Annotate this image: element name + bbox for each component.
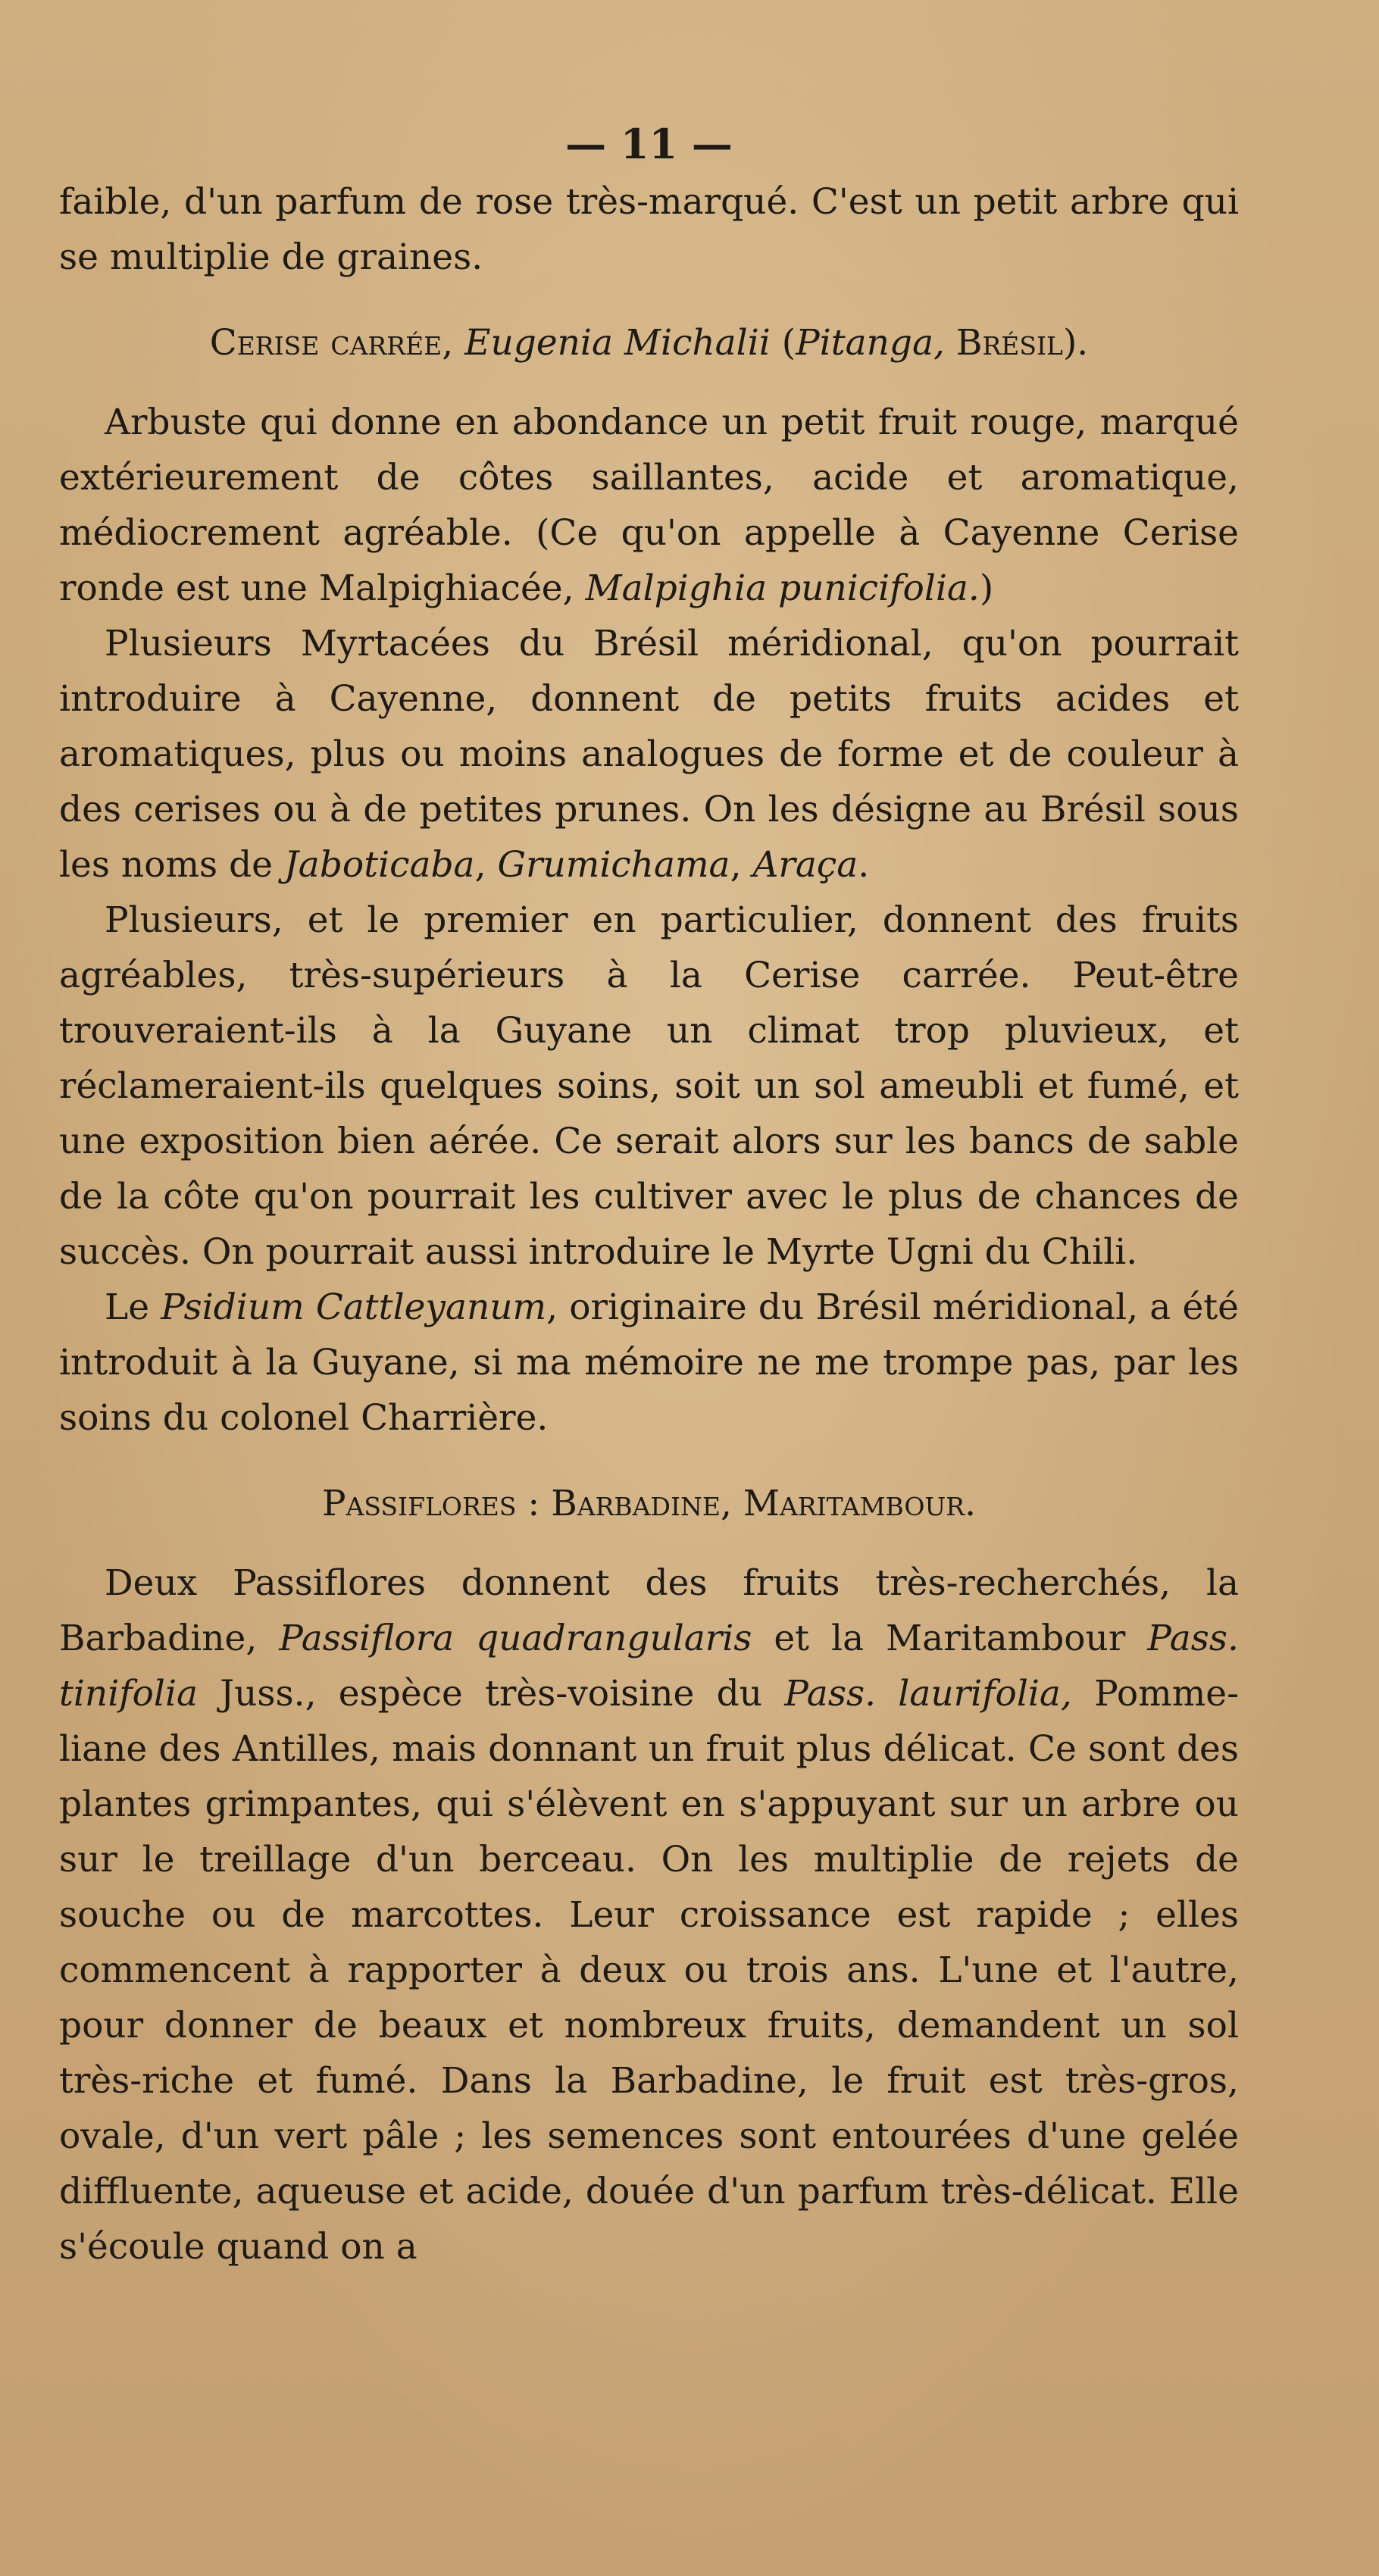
page-number: — 11 — [565,120,733,168]
paragraph-myrtacees [59,616,1239,893]
section-heading-cerise [59,315,1239,370]
latin-name: Grumichama [497,844,730,886]
heading-latin: Eugenia Michalii [464,322,771,364]
text-segment: , originaire du Brésil méridional, a été introduit à la Guyane, si ma mémoire ne me trompe pas, par les soins du colonel Charrière. [59,1286,1239,1439]
text-segment: Plusieurs Myrtacées du Brésil méridional, qu'on pourrait introduire à Cayenne, donnent de petits fruits acides et aromatiques, plus ou moins analogues de forme et de couleur à des cerises ou à de petites prunes. On les désigne au Brésil sous les noms de [59,623,1239,886]
text-segment: Le [105,1286,161,1328]
latin-name: Malpighia punicifolia. [585,567,980,609]
text-segment: ) [979,567,994,609]
text-segment: Juss., espèce très-voisine du [198,1673,785,1715]
heading-name: Cerise carrée, [209,322,454,364]
heading-region: Brésil). [955,322,1089,364]
paragraph-continuation: faible, d'un parfum de rose très-marqué. C'est un petit arbre qui se multiplie de graines. [59,181,1239,278]
latin-name: Pass. laurifolia, [784,1673,1072,1715]
paragraph-psidium [59,1280,1239,1446]
text-segment: Pomme-liane des Antilles, mais donnant un fruit plus délicat. Ce sont des plantes grimpantes, qui s'élèvent en s'appuyant sur un arbre ou sur le treillage d'un berceau. On les multiplie de rejets de souche ou de marcottes. Leur croissance est rapide ; elles commencent à rapporter à deux ou trois ans. L'une et l'autre, pour donner de beaux et nombreux fruits, demandent un sol très-riche et fumé. Dans la Barbadine, le fruit est très-gros, ovale, d'un vert pâle ; les semences sont entourées d'une gelée diffluente, aqueuse et acide, douée d'un parfum très-délicat. Elle s'écoule quand on a [59,1673,1239,2268]
paragraph-passiflores [59,1555,1239,2274]
text-segment: . [858,844,870,886]
text-segment: Arbuste qui donne en abondance un petit fruit rouge, marqué extérieurement de côtes saillantes, acide et aromatique, médiocrement agréable. (Ce qu'on appelle à Cayenne Cerise ronde est une Malpighiacée, [59,402,1239,609]
latin-name: Passiflora quadrangularis [279,1618,752,1659]
section-heading-passiflores: Passiflores : Barbadine, Maritambour. [321,1483,977,1524]
text-segment: , [474,844,498,886]
latin-name: Jaboticaba [283,844,475,886]
heading-local: Pitanga, [796,322,945,364]
latin-name: Psidium Cattleyanum [161,1286,547,1328]
paragraph-plusieurs: Plusieurs, et le premier en particulier, donnent des fruits agréables, très-supérieurs à la Cerise carrée. Peut-être trouveraient-ils à la Guyane un climat trop pluvieux, et réclameraient-ils quelques soins, soit un sol ameubli et fumé, et une exposition bien aérée. Ce serait alors sur les bancs de sable de la côte qu'on pourrait les cultiver avec le plus de chances de succès. On pourrait aussi introduire le Myrte Ugni du Chili. [59,899,1239,1273]
latin-name: Araça [752,844,858,886]
paragraph-arbuste [59,395,1239,616]
heading-paren: ( [781,322,796,364]
text-segment: , [730,844,753,886]
text-segment: Deux Passiflores donnent des fruits très-recherchés, la Barbadine, [59,1562,1239,1659]
latin-name: Pass. tinifolia [59,1618,1239,1715]
text-segment: et la Maritambour [752,1618,1148,1659]
